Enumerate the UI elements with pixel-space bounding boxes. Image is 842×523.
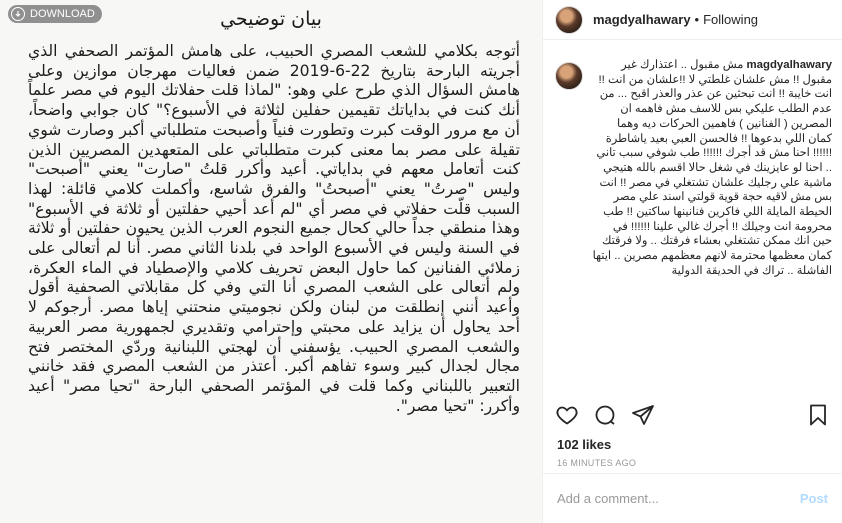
share-icon[interactable]	[631, 403, 655, 427]
avatar[interactable]	[555, 6, 583, 34]
caption-avatar[interactable]	[555, 62, 583, 90]
caption	[555, 58, 832, 393]
header-separator: •	[694, 12, 700, 27]
caption-username[interactable]: magdyalhawary	[746, 59, 832, 71]
header-username[interactable]: magdyalhawary	[593, 12, 691, 27]
statement-body	[28, 42, 520, 416]
statement-text: أتوجه بكلامي للشعب المصري الحبيب، على هامش المؤتمر الصحفي الذي أجريته البارحة بتاريخ 22-6-2019 ضمن فعاليات مهرجان موازين وعلى هامش السؤال الذي طرح علي وهو: "لماذا قلت حفلاتك اليوم في مصر علماً أنك كنت في بداياتك تقيمين حفلين لثلاثة في الأسبوع؟" كان جوابي واضحاً، أن مع مرور الوقت كبرت وتطورت فنياً وأصبحت متطلباتي أكبر وصارت شوي تقيلة على مصر بما معنى كبرت متطلباتي على المتعهدين المصريين الذين كنت أتعامل معهم في بداياتي. أعيد وأكرر قلتُ "صارت" يعني "أصبحت" وليس "صرتُ" يعني "أصبحتُ" والفرق شاسع، وأكملت كلامي قائلة: لهذا السبب قلّت حفلاتي في مصر أي "لم أعد أحيي حفلتين أو ثلاثة في الأسبوع" وهذا منطقي جداً حالي كحال جميع النجوم العرب الذين يحيون حفلتين أو ثلاثة في السنة وليس في الأسبوع الواحد في بلدنا الثاني مصر. أنا لم أتعالى على زملائي الفنانين كما حاول البعض تحريف كلامي والإصطياد في الماء العكرة، ولم أتعالى على الشعب المصري أنا التي وفي كل مقابلاتي الصحفية أقول وأعيد أنني إنطلقت من لبنان ولكن نجوميتي منحتني إياها مصر. أرجوكم لا أحد يحاول أن يزايد على محبتي وإحترامي وتقديري لجمهورية مصر العربية والشعب المصري الحبيب. يؤسفني أن لهجتي اللبنانية وردّي المختصر فتح مجال لجدال كبير وسوء تفاهم أكبر. أعتذر من الشعب المصري فقد خانني التعبير باللبناني وكما قلت في المؤتمر الصحفي البارحة "تحيا مصر" أعيد وأكرر: "تحيا مصر".	[28, 42, 520, 415]
add-comment-bar	[543, 473, 842, 523]
download-label: DOWNLOAD	[30, 8, 95, 20]
likes-count[interactable]: 102 likes	[557, 437, 612, 452]
post-header	[543, 0, 842, 40]
caption-text-block	[591, 58, 832, 393]
heart-icon[interactable]	[555, 403, 579, 427]
action-bar	[555, 398, 830, 432]
following-button[interactable]: Following	[703, 12, 759, 27]
post-button[interactable]: Post	[799, 491, 828, 506]
bookmark-icon[interactable]	[806, 403, 830, 427]
post-timestamp[interactable]: 16 MINUTES AGO	[557, 458, 637, 468]
statement-title: بيان توضيحي	[220, 8, 322, 30]
comment-icon[interactable]	[593, 403, 617, 427]
comment-input[interactable]	[557, 491, 792, 506]
caption-text: مش مقبول .. اعتذارك غير مقبول !! مش علشان غلطتي لا !!علشان من انت !! انت خايبة !! انت تبحثين عن عذر والعذر اقبح ... من عدم الطلب عليكي بس للاسف مش فاهمه ان المصرين ( الفنانين ) فاهمين الحركات ديه وهما كمان اللي بدعوها !! فالحسن العبي بعيد ياشاطرة !!!!!! احنا مش قد أجرك !!!!!! طب شوفي سبب تاني .. احنا لو عايزينك في شغل حالا اقسم بالله هتيجي ماشية علي رجليك علشان تشتغلي في مصر !! انت بس مش لاقيه حجة قوية قولتي اسند علي مصر الحيطة المايلة اللي فاكرين فنانينها ساكتين !! طب محرومة انت وجيلك !! أجرك غالي علينا !!!!!! في حين انك ممكن تشتغلي بعشاء فرقتك .. ولا فرقتك كمان معظمها محترمة لانهم معظمهم مصرين .. ايتها الفاشلة .. تراك في الحديقة الدولية	[592, 59, 832, 277]
post-panel	[543, 0, 842, 523]
